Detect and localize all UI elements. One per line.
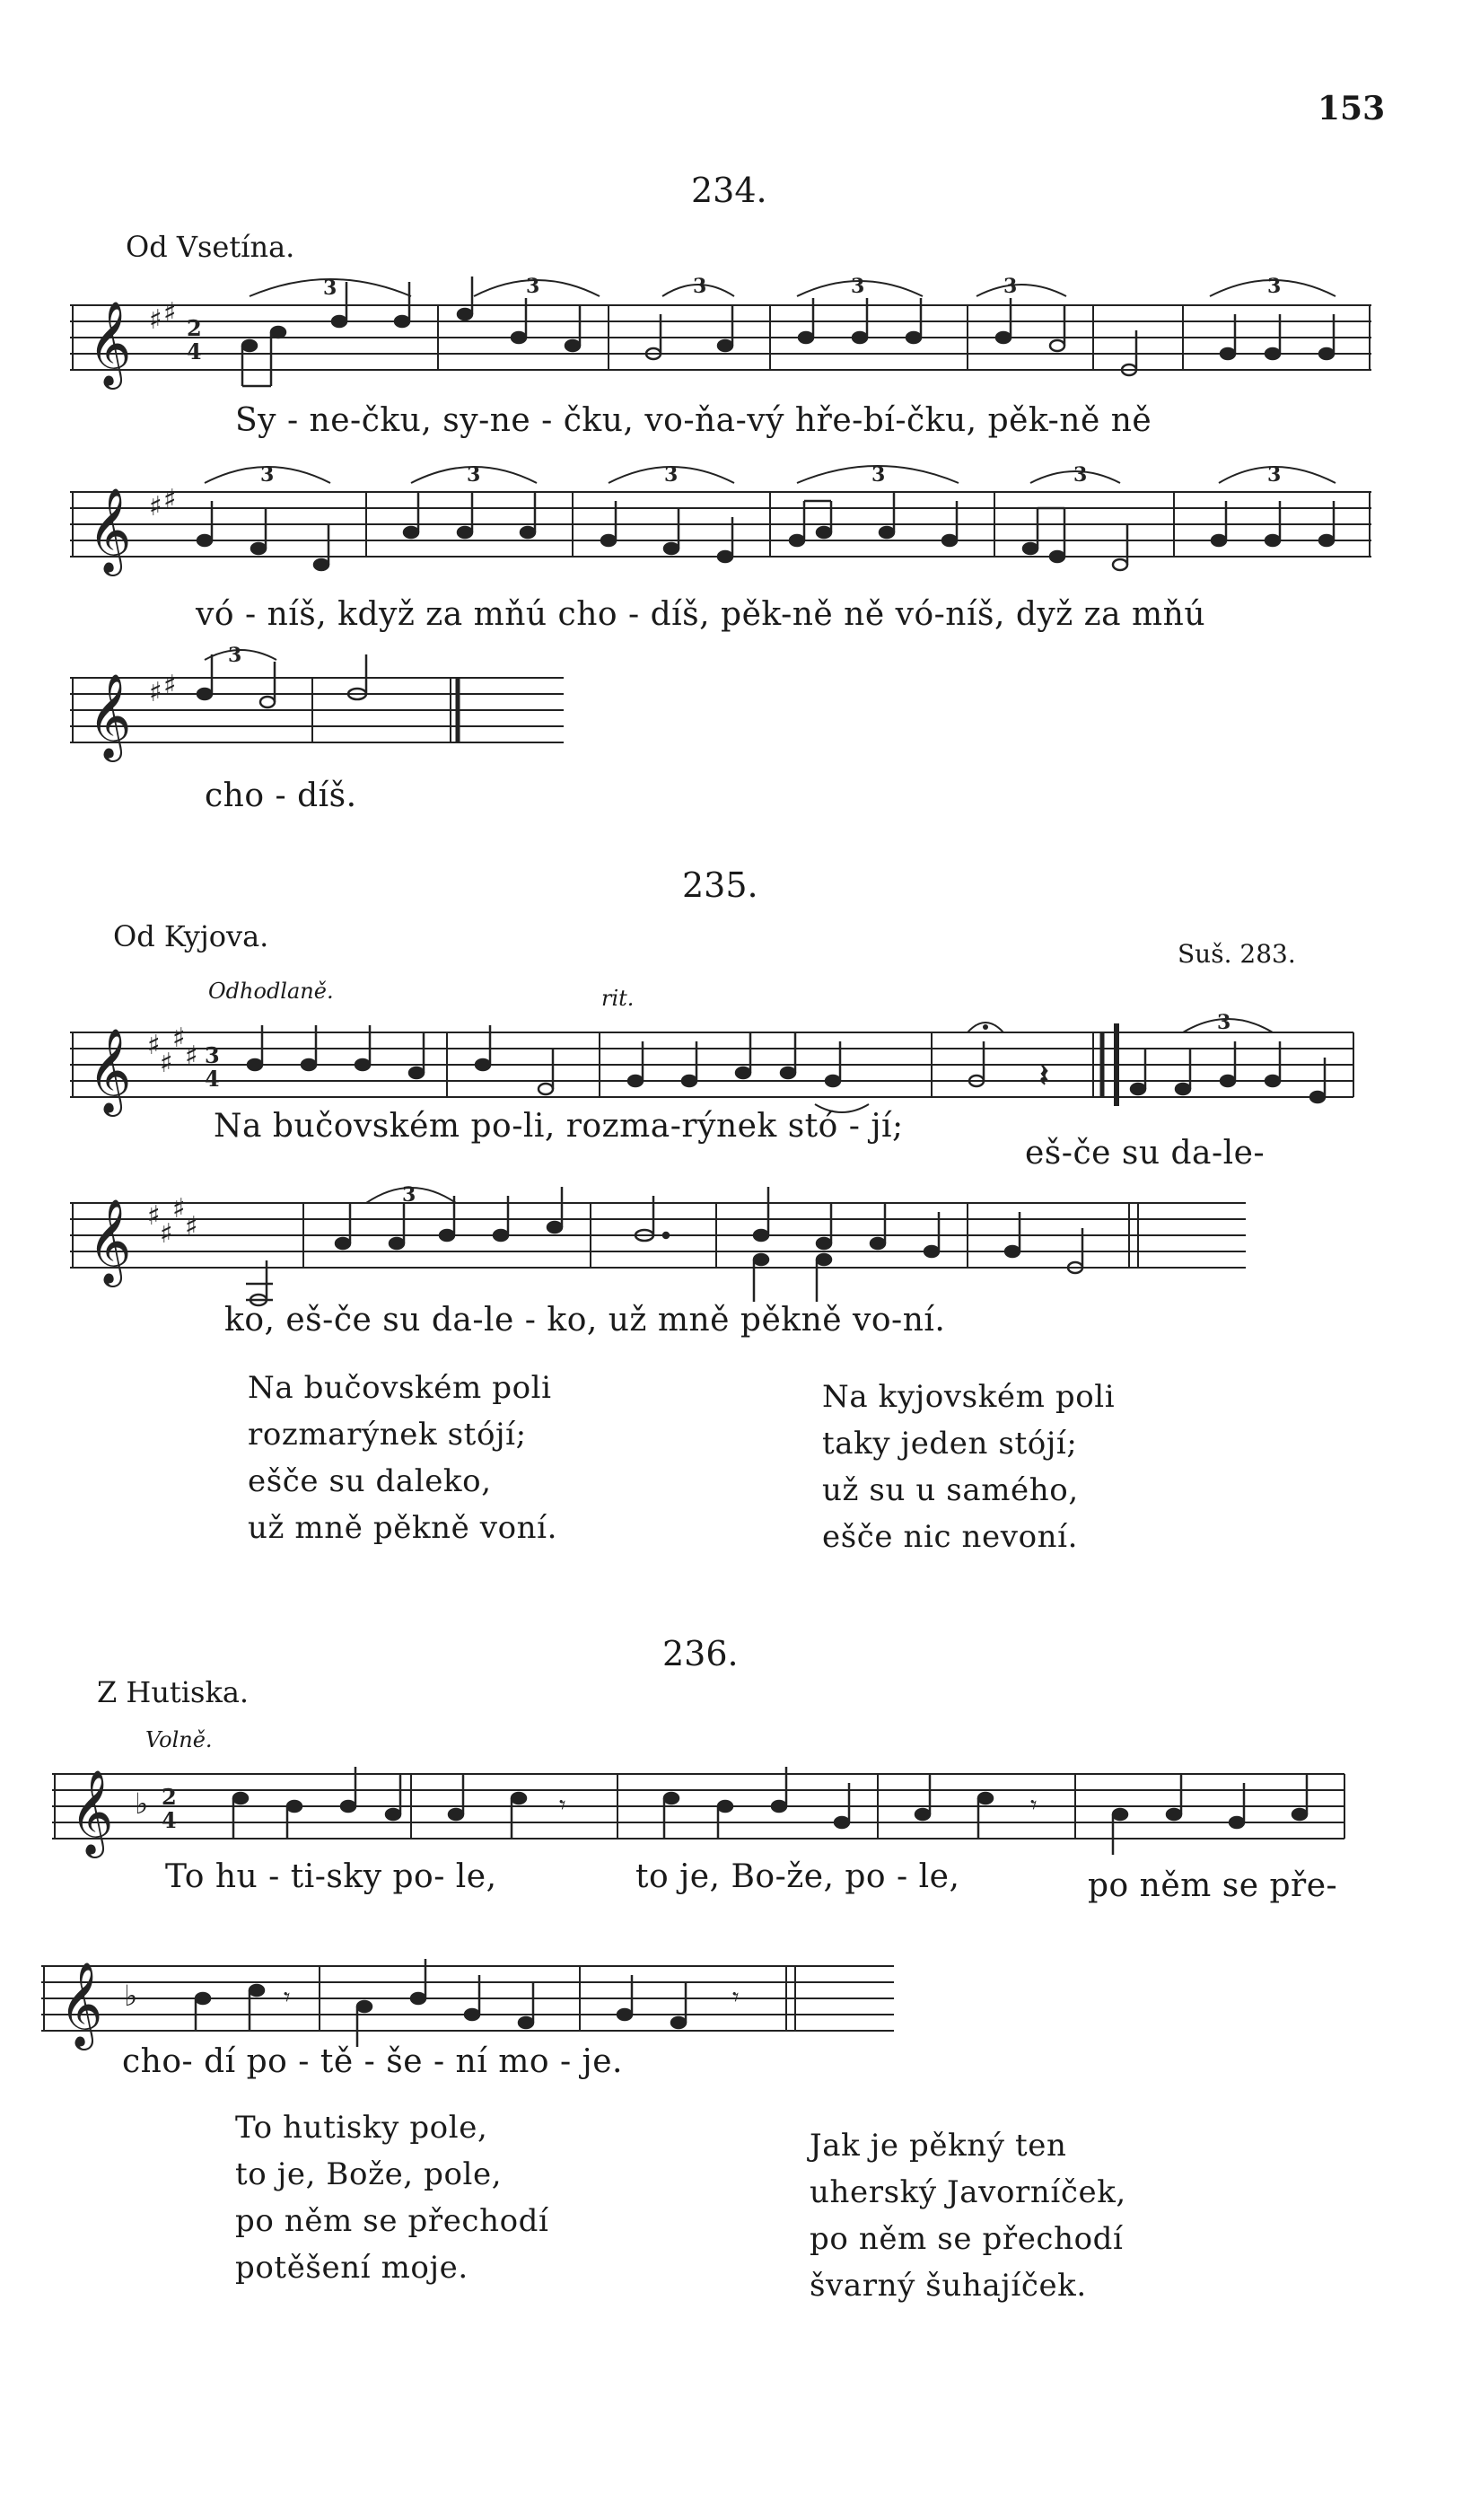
verse-line: už su u samého,	[822, 1472, 1079, 1508]
verse-line: to je, Bože, pole,	[235, 2156, 503, 2192]
svg-text:3: 3	[260, 463, 275, 487]
svg-text:3: 3	[323, 277, 337, 300]
svg-text:3: 3	[1003, 275, 1018, 298]
verse-line: uherský Javorníček,	[810, 2174, 1126, 2210]
lyric-line: cho- dí po - tě - še - ní mo - je.	[122, 2043, 623, 2080]
svg-text:4: 4	[205, 1066, 220, 1092]
verse-line: ešče nic nevoní.	[822, 1519, 1079, 1555]
svg-text:♯: ♯	[160, 1048, 173, 1079]
svg-text:♯: ♯	[163, 670, 177, 701]
ritardando-marking: rit.	[601, 986, 635, 1011]
verse-line: ešče su daleko,	[248, 1463, 492, 1499]
song-origin: Od Vsetína.	[126, 230, 295, 264]
verse-line: švarný šuhajíček.	[810, 2268, 1087, 2304]
svg-text:♯: ♯	[149, 304, 162, 336]
svg-text:♯: ♯	[147, 1200, 161, 1232]
lyric-line: ko, eš-če su da-le - ko, už mně pěkně vo-ní.	[224, 1302, 946, 1339]
svg-text:♯: ♯	[149, 677, 162, 708]
svg-text:♭: ♭	[135, 1787, 149, 1821]
svg-text:4: 4	[187, 338, 202, 364]
svg-text:3: 3	[1267, 275, 1282, 298]
verse-line: po něm se přechodí	[235, 2203, 549, 2239]
svg-text:𝄞: 𝄞	[88, 1199, 132, 1284]
svg-text:3: 3	[851, 275, 865, 298]
svg-text:𝄞: 𝄞	[88, 301, 132, 386]
svg-text:𝄞: 𝄞	[88, 1028, 132, 1113]
verse-stanza	[235, 2104, 548, 2291]
svg-text:3: 3	[205, 1042, 220, 1068]
lyric-line: eš-če su da-le-	[1025, 1135, 1265, 1172]
svg-text:𝄾: 𝄾	[284, 1982, 291, 2012]
song-number: 235.	[682, 865, 758, 905]
svg-text:♯: ♯	[185, 1040, 198, 1072]
svg-text:♯: ♯	[172, 1193, 186, 1225]
verse-line: taky jeden stójí;	[822, 1426, 1078, 1462]
verse-line: Na kyjovském poli	[822, 1379, 1116, 1415]
song-origin: Od Kyjova.	[113, 919, 269, 953]
music-staff	[70, 642, 573, 777]
svg-text:♯: ♯	[172, 1023, 186, 1054]
lyric-line: po něm se pře-	[1088, 1867, 1338, 1904]
svg-text:3: 3	[526, 275, 540, 298]
lyric-line: Sy - ne-čku, sy-ne - čku, vo-ňa-vý hře-bí-čku, pěk-ně ně	[235, 402, 1152, 439]
svg-text:♯: ♯	[160, 1218, 173, 1250]
svg-text:3: 3	[402, 1183, 416, 1207]
svg-text:3: 3	[1217, 1011, 1231, 1034]
verse-line: už mně pěkně voní.	[248, 1510, 558, 1546]
verse-line: To hutisky pole,	[235, 2110, 488, 2146]
svg-text:3: 3	[693, 275, 707, 298]
music-staff	[70, 456, 1380, 591]
svg-text:3: 3	[1073, 463, 1088, 487]
svg-text:♯: ♯	[163, 297, 177, 329]
svg-text:♯: ♯	[185, 1211, 198, 1242]
svg-text:3: 3	[467, 463, 481, 487]
music-staff	[70, 269, 1380, 404]
svg-text:𝄞: 𝄞	[88, 673, 132, 759]
music-staff	[52, 1738, 1362, 1873]
verse-line: Jak je pěkný ten	[810, 2128, 1067, 2164]
tempo-marking: Odhodlaně.	[208, 979, 334, 1004]
svg-text:3: 3	[1267, 463, 1282, 487]
song-reference: Suš. 283.	[1178, 939, 1296, 969]
svg-text:𝄽: 𝄽	[1039, 1058, 1049, 1094]
svg-text:𝄾: 𝄾	[559, 1790, 566, 1820]
svg-text:2: 2	[162, 1784, 177, 1810]
song-origin: Z Hutiska.	[97, 1675, 250, 1709]
verse-stanza	[822, 1374, 1115, 1560]
verse-line: potěšení moje.	[235, 2250, 469, 2286]
verse-line: Na bučovském poli	[248, 1370, 552, 1406]
verse-stanza	[248, 1365, 557, 1551]
song-number: 234.	[691, 171, 767, 210]
svg-text:♭: ♭	[124, 1979, 138, 2013]
svg-text:♯: ♯	[149, 491, 162, 522]
svg-text:3: 3	[664, 463, 679, 487]
lyric-line: to je, Bo-že, po - le,	[635, 1858, 960, 1895]
svg-text:𝄞: 𝄞	[59, 1962, 103, 2047]
svg-text:𝄞: 𝄞	[88, 487, 132, 573]
verse-line: po něm se přechodí	[810, 2221, 1124, 2257]
lyric-line: vó - níš, když za mňú cho - díš, pěk-ně ně vó-níš, dyž za mňú	[196, 596, 1206, 633]
page-number: 153	[1318, 90, 1386, 127]
verse-line: rozmarýnek stójí;	[248, 1417, 527, 1453]
svg-text:𝄾: 𝄾	[1030, 1790, 1038, 1820]
svg-text:♯: ♯	[163, 484, 177, 515]
svg-text:3: 3	[228, 644, 242, 667]
lyric-line: cho - díš.	[205, 777, 357, 814]
svg-text:𝄞: 𝄞	[70, 1769, 114, 1855]
tempo-marking: Volně.	[145, 1727, 213, 1752]
svg-text:4: 4	[162, 1807, 177, 1833]
svg-text:♯: ♯	[147, 1030, 161, 1061]
lyric-line: To hu - ti-sky po- le,	[165, 1858, 497, 1895]
svg-text:3: 3	[871, 463, 886, 487]
svg-text:𝄾: 𝄾	[732, 1982, 740, 2012]
svg-text:2: 2	[187, 315, 202, 341]
lyric-line: Na bučovském po-li, rozma-rýnek stó - jí;	[214, 1108, 904, 1145]
music-staff	[70, 1167, 1255, 1320]
verse-stanza	[810, 2122, 1126, 2309]
song-number: 236.	[662, 1634, 739, 1673]
